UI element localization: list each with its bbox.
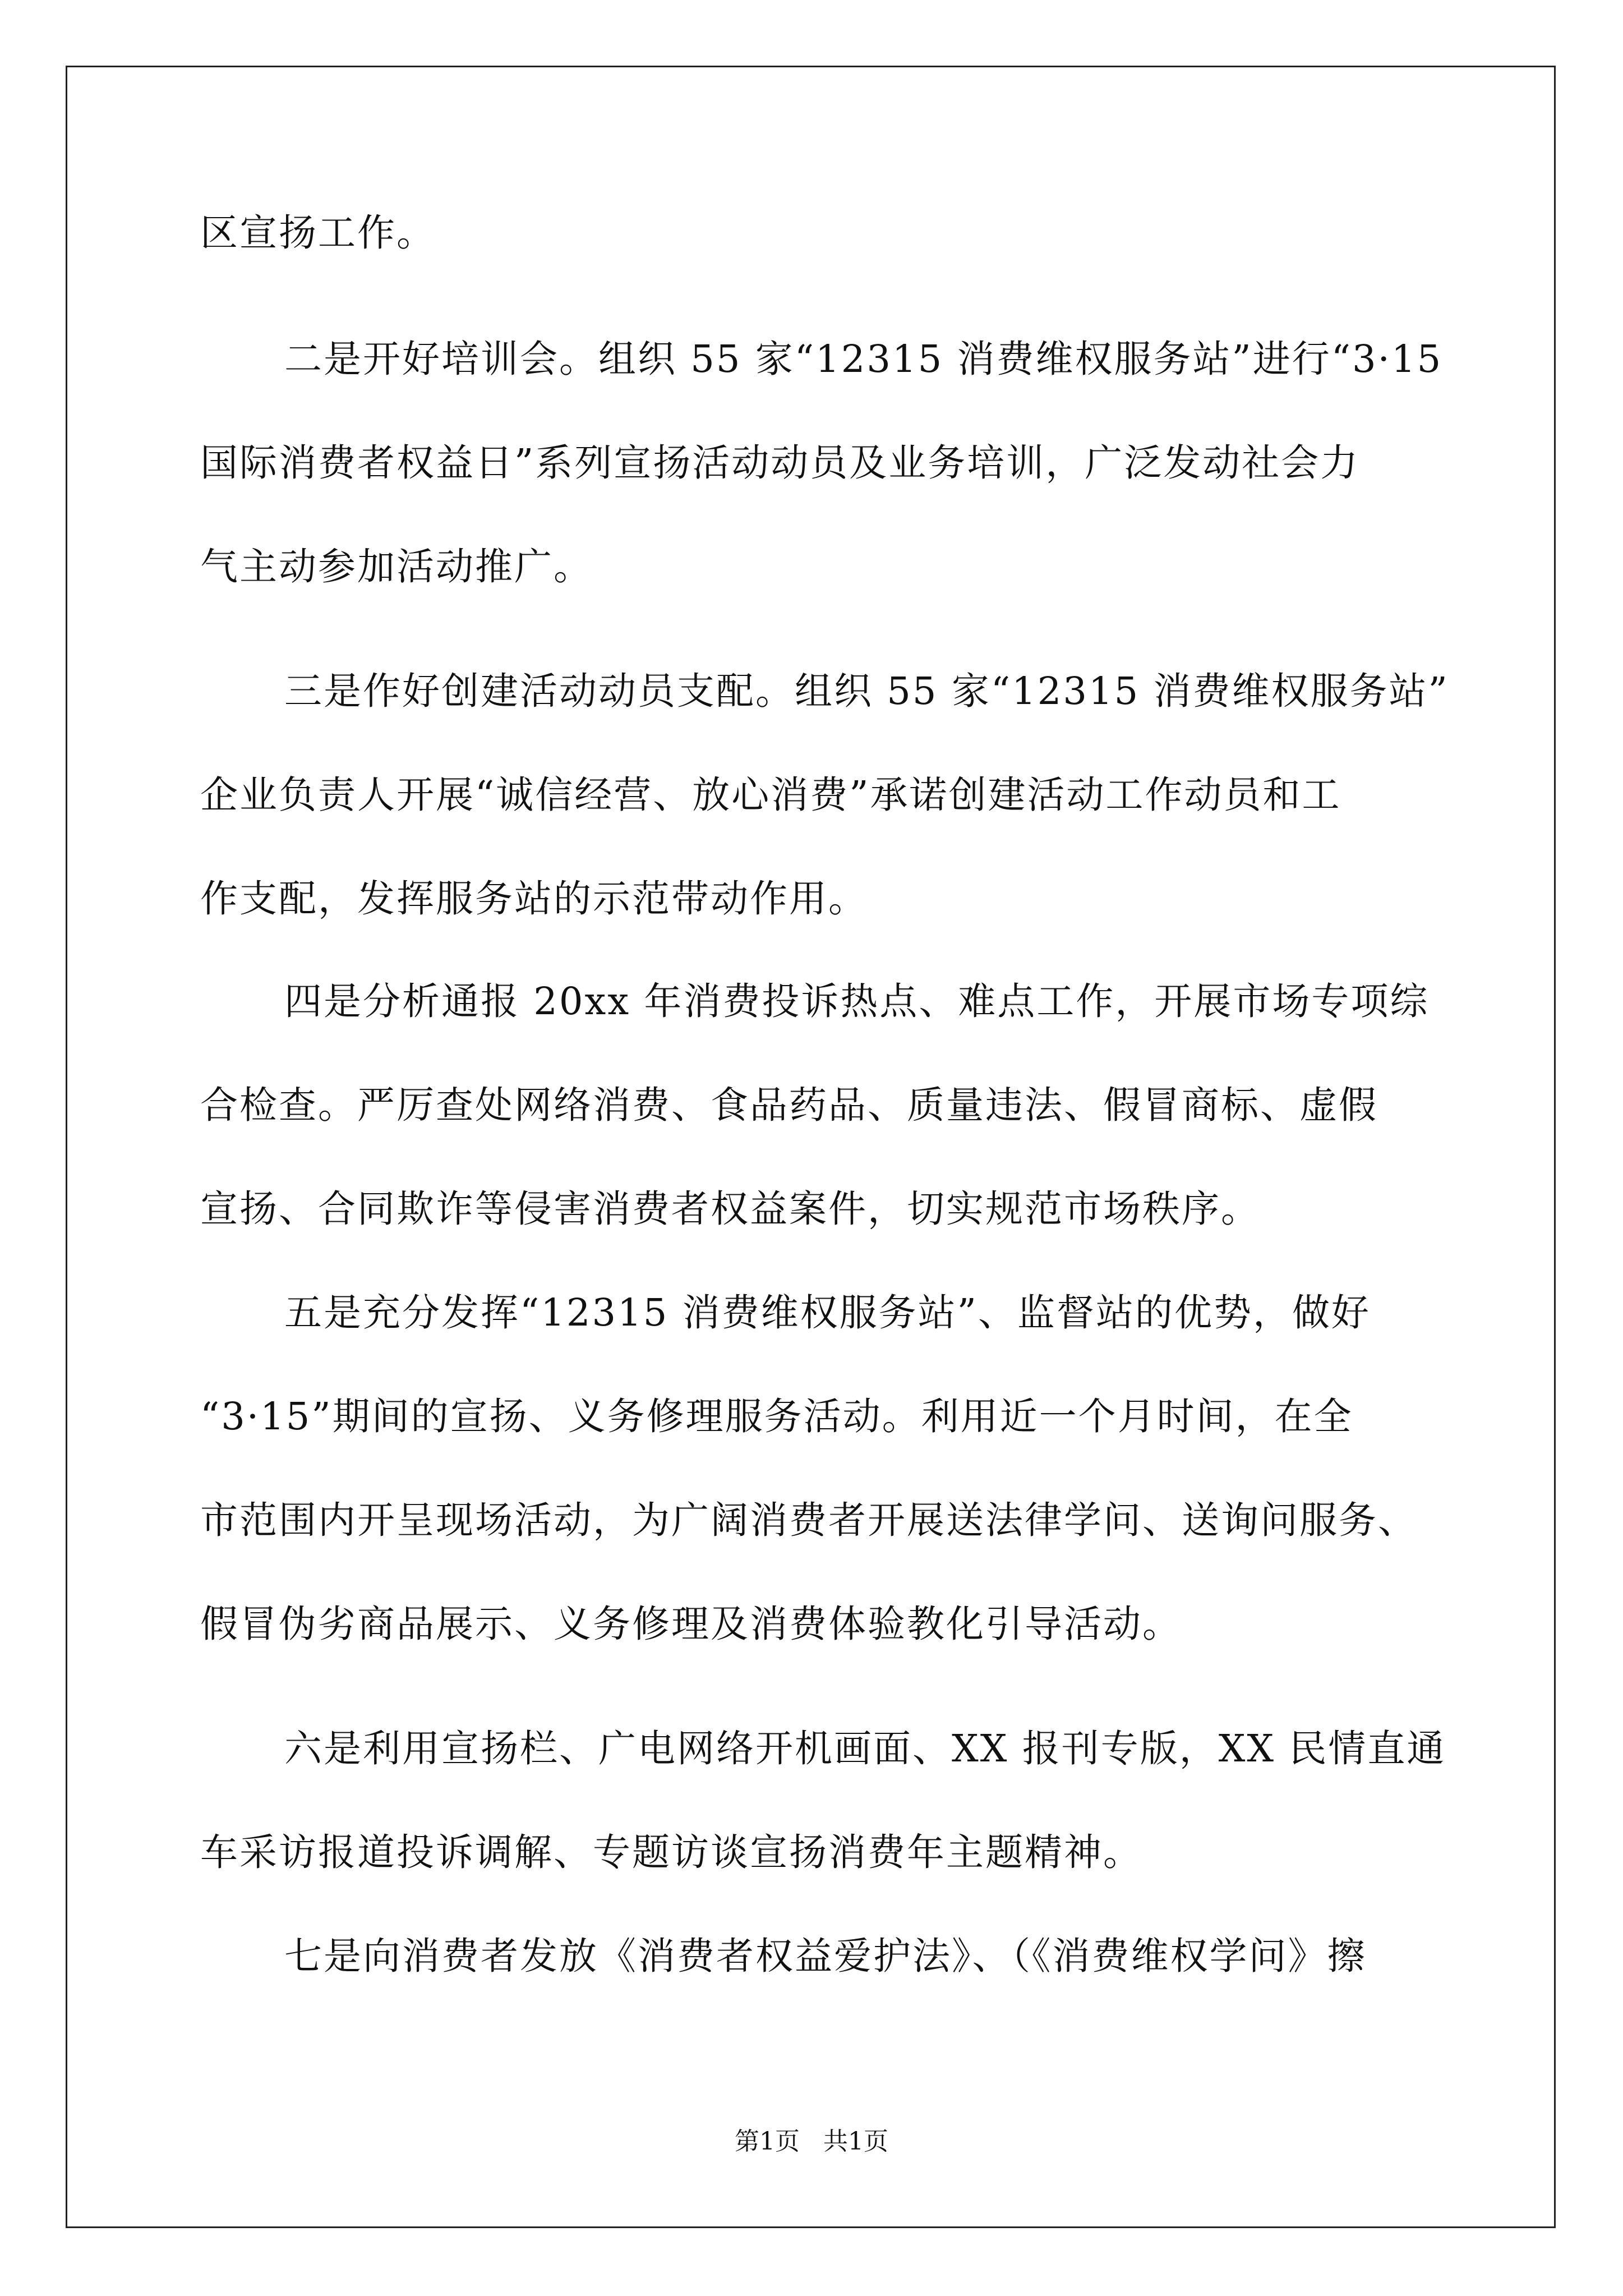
paragraph-line: 假冒伪劣商品展示、义务修理及消费体验教化引导活动。: [200, 1602, 1182, 1646]
paragraph-line: 四是分析通报 20xx 年消费投诉热点、难点工作，开展市场专项综: [284, 979, 1430, 1023]
paragraph-line: 二是开好培训会。组织 55 家“12315 消费维权服务站”进行“3·15: [284, 337, 1443, 381]
paragraph-line: 合检查。严厉查处网络消费、食品药品、质量违法、假冒商标、虚假: [200, 1083, 1378, 1127]
paragraph-line: 六是利用宣扬栏、广电网络开机画面、XX 报刊专版，XX 民情直通: [284, 1727, 1446, 1770]
paragraph-line: 区宣扬工作。: [200, 211, 436, 255]
paragraph-line: 市范围内开呈现场活动，为广阔消费者开展送法律学问、送询问服务、: [200, 1498, 1417, 1542]
paragraph-line: 气主动参加活动推广。: [200, 545, 593, 588]
paragraph-line: 三是作好创建活动动员支配。组织 55 家“12315 消费维权服务站”: [284, 669, 1449, 713]
paragraph-line: 车采访报道投诉调解、专题访谈宣扬消费年主题精神。: [200, 1830, 1142, 1874]
paragraph-line: “3·15”期间的宣扬、义务修理服务活动。利用近一个月时间，在全: [200, 1395, 1353, 1438]
paragraph-line: 企业负责人开展“诚信经营、放心消费”承诺创建活动工作动员和工: [200, 773, 1341, 817]
page-footer: 第1页 共1页: [735, 2127, 888, 2156]
paragraph-line: 宣扬、合同欺诈等侵害消费者权益案件，切实规范市场秩序。: [200, 1187, 1260, 1231]
paragraph-line: 作支配，发挥服务站的示范带动作用。: [200, 877, 868, 921]
paragraph-line: 七是向消费者发放《消费者权益爱护法》、（《消费维权学问》擦: [284, 1934, 1367, 1978]
paragraph-line: 国际消费者权益日”系列宣扬活动动员及业务培训，广泛发动社会力: [200, 441, 1360, 485]
paragraph-line: 五是充分发挥“12315 消费维权服务站”、监督站的优势，做好: [284, 1291, 1371, 1335]
page-border: [66, 66, 1556, 2228]
